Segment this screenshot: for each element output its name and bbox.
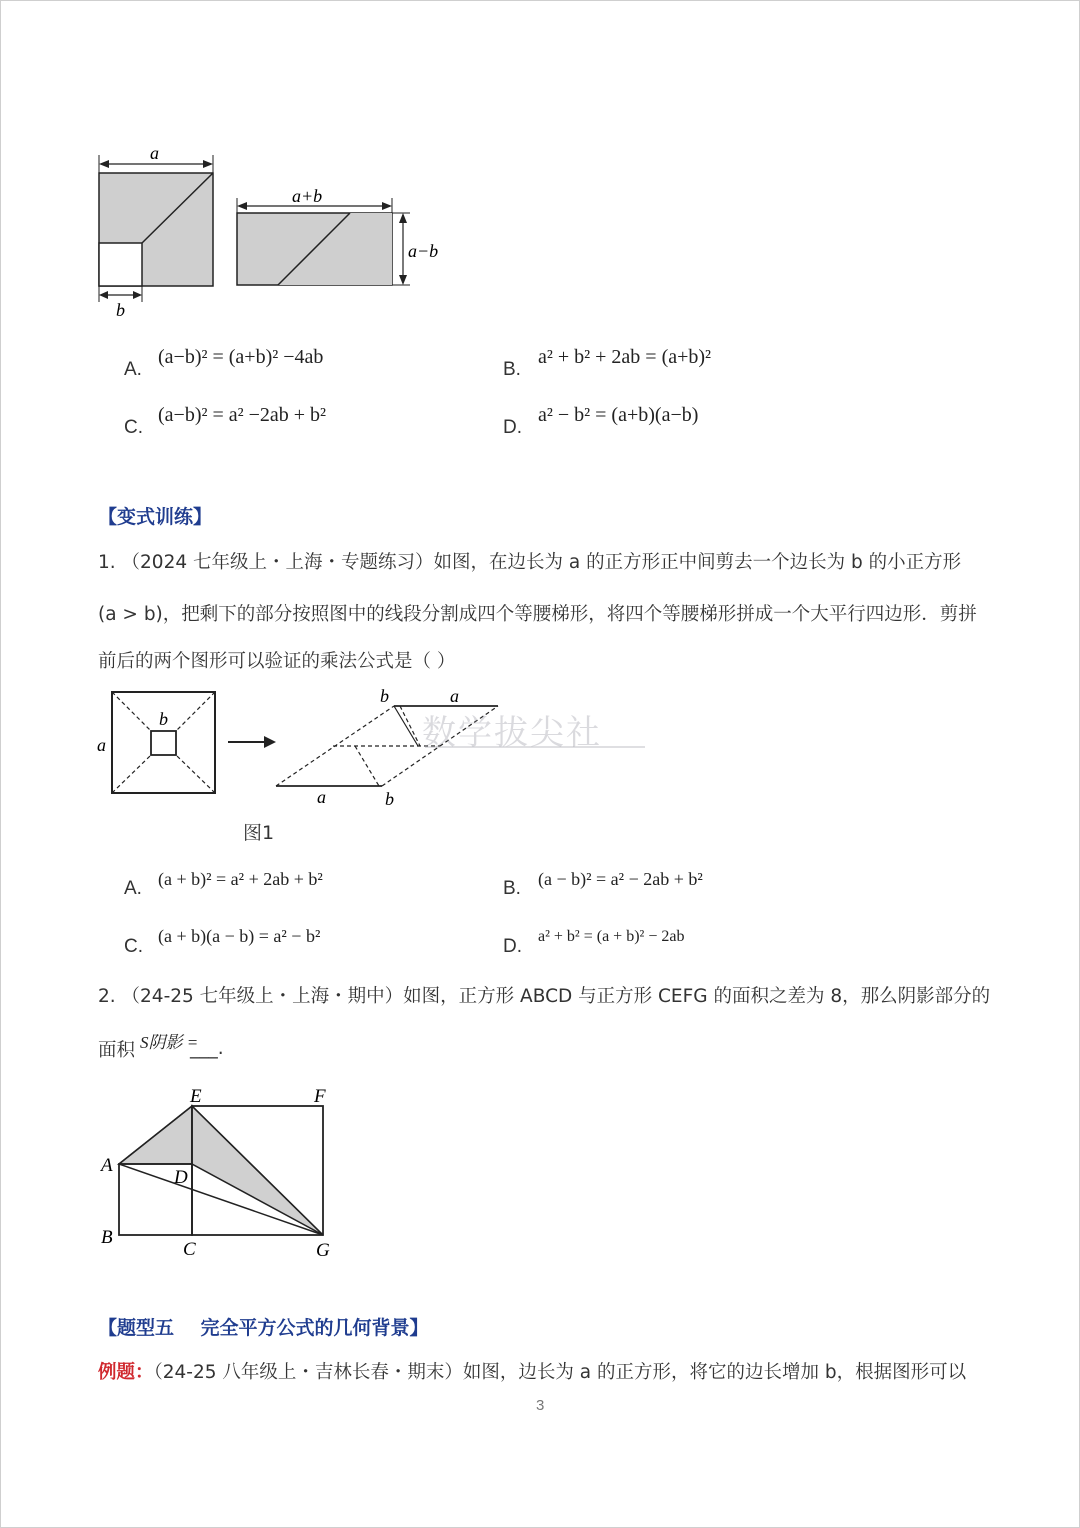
q0-option-a-letter: A. [124, 359, 142, 380]
example-label: 例题： [98, 1362, 154, 1383]
section5-title: 【题型五 完全平方公式的几何背景】 [98, 1317, 429, 1339]
example-line [98, 1358, 966, 1384]
q0-option-d-formula: a² − b² = (a+b)(a−b) [538, 404, 699, 426]
q0-option-b-letter: B. [503, 359, 521, 380]
q1-line2: (a > b)，把剩下的部分按照图中的线段分割成四个等腰梯形，将四个等腰梯形拼成一个大平行四边形．剪拼 [98, 604, 977, 625]
q2-line2-prefix: 面积 [98, 1040, 136, 1061]
label-a-top: a [150, 143, 159, 163]
q2-line1: 2. （24-25 七年级上・上海・期中）如图，正方形 ABCD 与正方形 CEFG 的面积之差为 8，那么阴影部分的 [98, 986, 991, 1007]
q1-line3: 前后的两个图形可以验证的乘法公式是（ ） [98, 651, 456, 672]
label-b-bottom: b [116, 300, 125, 320]
q1-figure-caption: 图1 [243, 822, 275, 844]
label-a-plus-b: a+b [292, 186, 323, 206]
q2-figure [92, 1080, 352, 1260]
q1-line1: 1. （2024 七年级上・上海・专题练习）如图，在边长为 a 的正方形正中间剪去一个边长为 b 的小正方形 [98, 552, 962, 573]
q1-option-d-formula: a² + b² = (a + b)² − 2ab [538, 928, 685, 945]
q1-fig-top-b: b [380, 686, 389, 706]
q1-option-d-letter: D. [503, 936, 522, 957]
q1-fig-top-a: a [450, 686, 459, 706]
q2-point-c: C [183, 1239, 196, 1260]
q1-fig-bottom-b: b [385, 789, 394, 809]
q1-fig-label-a: a [97, 735, 106, 755]
figure-square-rectangle [90, 140, 470, 325]
q2-point-b: B [101, 1227, 113, 1248]
label-a-minus-b: a−b [408, 241, 439, 261]
watermark: 数学拔尖社 [422, 713, 602, 753]
q0-option-b-formula: a² + b² + 2ab = (a+b)² [538, 346, 712, 368]
q0-option-c-formula: (a−b)² = a² −2ab + b² [158, 404, 327, 426]
q1-option-b-formula: (a − b)² = a² − 2ab + b² [538, 869, 703, 889]
q1-option-c-letter: C. [124, 936, 143, 957]
q2-point-g: G [316, 1240, 330, 1260]
q2-line2-symbol: S阴影 = [140, 1033, 199, 1052]
q1-option-b-letter: B. [503, 878, 521, 899]
q2-line2-suffix: ___. [190, 1038, 224, 1059]
q0-option-a-formula: (a−b)² = (a+b)² −4ab [158, 346, 324, 368]
watermark-underline [425, 746, 645, 748]
variant-section-title: 【变式训练】 [98, 506, 213, 528]
q1-fig-bottom-a: a [317, 787, 326, 807]
example-text: （24-25 八年级上・吉林长春・期末）如图，边长为 a 的正方形，将它的边长增加 b，根据图形可以 [153, 1362, 967, 1383]
page-number: 3 [536, 1397, 545, 1414]
q1-option-c-formula: (a + b)(a − b) = a² − b² [158, 926, 321, 946]
q2-point-d: D [174, 1167, 188, 1188]
q2-point-a: A [101, 1155, 113, 1176]
q2-point-e: E [190, 1086, 202, 1107]
q1-option-a-letter: A. [124, 878, 142, 899]
q2-point-f: F [314, 1086, 326, 1107]
q0-option-c-letter: C. [124, 417, 143, 438]
q1-fig-label-b: b [159, 709, 168, 729]
q0-option-d-letter: D. [503, 417, 522, 438]
q1-option-a-formula: (a + b)² = a² + 2ab + b² [158, 869, 323, 889]
